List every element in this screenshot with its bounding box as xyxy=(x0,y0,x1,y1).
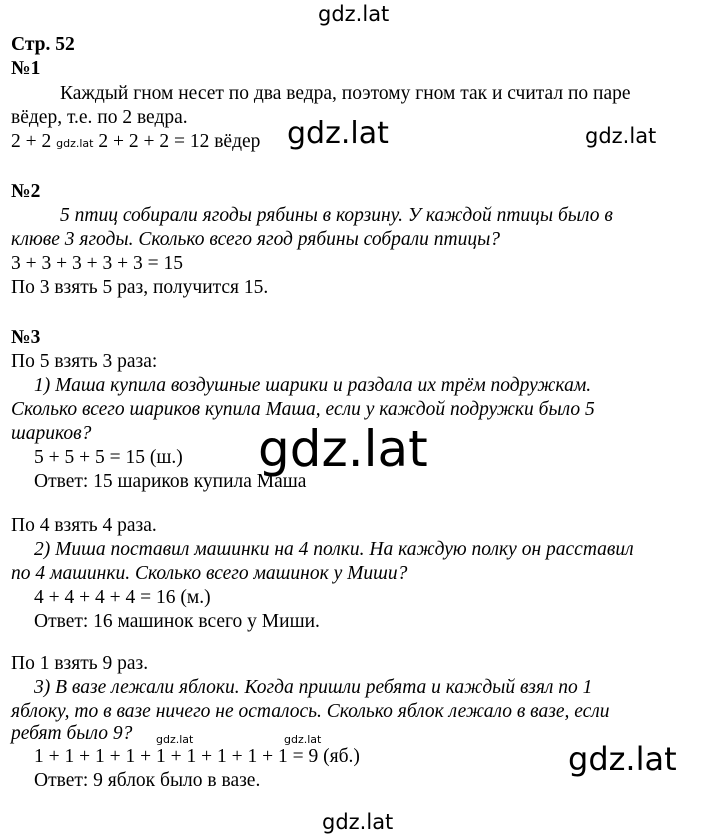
task3-part1-expression: 5 + 5 + 5 = 15 (ш.) xyxy=(34,447,183,468)
task3-part3-line1: 3) В вазе лежали яблоки. Когда пришли ребята и каждый взял по 1 xyxy=(34,677,593,698)
task2-text-line1: 5 птиц собирали ягоды рябины в корзину. У каждой птицы было в xyxy=(60,205,613,226)
watermark-bottom: gdz.lat xyxy=(322,810,394,834)
task3-part3-heading: По 1 взять 9 раз. xyxy=(11,653,149,674)
task3-part1-line3: шариков? xyxy=(11,423,92,444)
watermark-large-center: gdz.lat xyxy=(258,420,428,478)
task2-expression: 3 + 3 + 3 + 3 + 3 = 15 xyxy=(11,253,183,274)
watermark-top: gdz.lat xyxy=(318,2,390,26)
watermark-inline: gdz.lat xyxy=(56,137,94,150)
task2-text-line2: клюве 3 ягоды. Сколько всего ягод рябины собрали птицы? xyxy=(11,229,501,250)
task3-part3-line2: яблоку, то в вазе ничего не осталось. Сколько яблок лежало в вазе, если xyxy=(11,701,610,722)
task1-number: №1 xyxy=(11,58,41,79)
watermark-large-right: gdz.lat xyxy=(568,740,677,778)
task3-part2-heading: По 4 взять 4 раза. xyxy=(11,515,157,536)
task3-part3-answer: Ответ: 9 яблок было в вазе. xyxy=(34,770,261,791)
watermark-small-left: gdz.lat xyxy=(156,733,194,746)
task2-answer: По 3 взять 5 раз, получится 15. xyxy=(11,277,269,298)
task3-part2-expression: 4 + 4 + 4 + 4 = 16 (м.) xyxy=(34,587,211,608)
task3-part2-line1: 2) Миша поставил машинки на 4 полки. На каждую полку он расставил xyxy=(34,539,634,560)
task3-part3-expression: 1 + 1 + 1 + 1 + 1 + 1 + 1 + 1 + 1 = 9 (яб.) xyxy=(34,746,360,767)
watermark-right-1: gdz.lat xyxy=(585,124,657,148)
task3-part2-answer: Ответ: 16 машинок всего у Миши. xyxy=(34,611,320,632)
page-label: Стр. 52 xyxy=(11,34,75,55)
task3-part1-heading: По 5 взять 3 раза: xyxy=(11,351,158,372)
task3-part1-answer: Ответ: 15 шариков купила Маша xyxy=(34,471,307,492)
task3-part3-line3: ребят было 9? xyxy=(11,723,133,744)
task2-number: №2 xyxy=(11,181,41,202)
watermark-large-1: gdz.lat xyxy=(287,116,389,151)
task1-expression xyxy=(11,130,260,156)
task1-expression-b: 2 + 2 + 2 = 12 вёдер xyxy=(98,131,261,152)
task1-text-line2: вёдер, т.е. по 2 ведра. xyxy=(11,107,188,128)
task3-part2-line2: по 4 машинки. Сколько всего машинок у Миши? xyxy=(11,563,408,584)
task3-number: №3 xyxy=(11,327,41,348)
watermark-small-right: gdz.lat xyxy=(284,733,322,746)
task1-expression-a: 2 + 2 xyxy=(11,131,52,152)
task3-part1-line1: 1) Маша купила воздушные шарики и раздала их трём подружкам. xyxy=(34,375,592,396)
task3-part1-line2: Сколько всего шариков купила Маша, если у каждой подружки было 5 xyxy=(11,399,595,420)
task1-text-line1: Каждый гном несет по два ведра, поэтому гном так и считал по паре xyxy=(60,83,631,104)
